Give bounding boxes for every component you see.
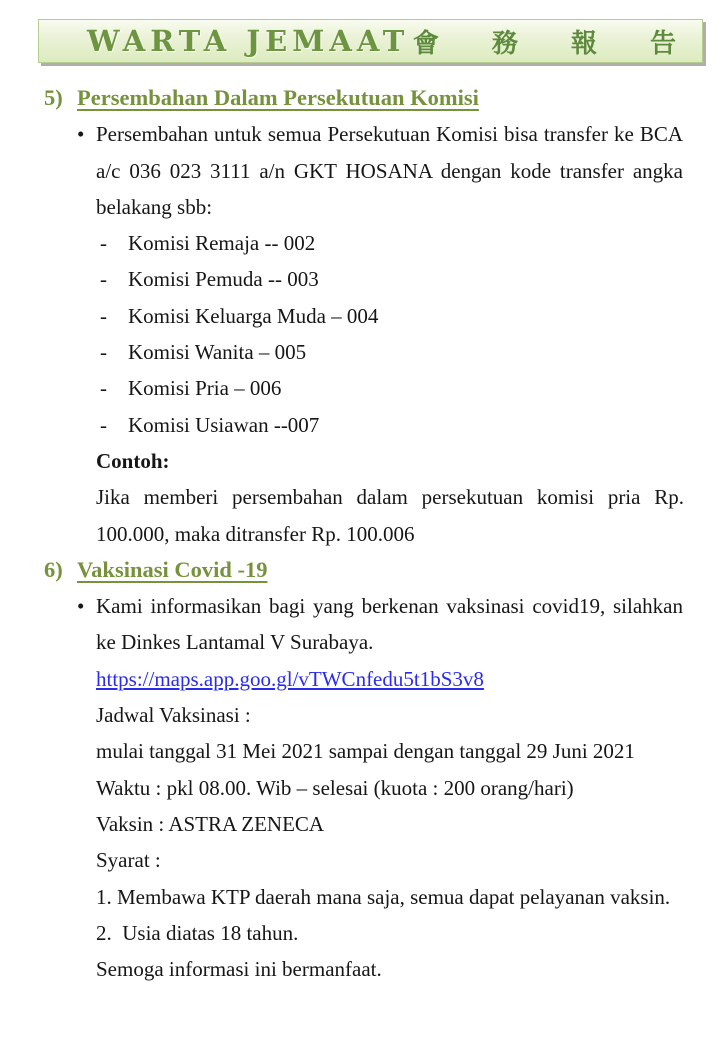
info-line-waktu: Waktu : pkl 08.00. Wib – selesai (kuota : 200 orang/hari) — [96, 775, 574, 800]
list-item-text: Komisi Remaja -- 002 — [128, 231, 316, 256]
maps-link-line — [96, 661, 683, 697]
dash-icon: - — [100, 231, 107, 256]
banner-cjk-title: 會 務 報 告 — [412, 28, 698, 59]
banner-title: WARTA JEMAAT — [87, 24, 410, 58]
dash-icon: - — [100, 340, 107, 365]
list-item — [100, 334, 683, 370]
info-line-tanggal: mulai tanggal 31 Mei 2021 sampai dengan tanggal 29 Juni 2021 — [96, 739, 635, 764]
dash-icon: - — [100, 303, 107, 328]
contoh-label: Contoh: — [96, 448, 170, 473]
dash-icon: - — [100, 376, 107, 401]
list-item — [100, 261, 683, 297]
bulletin-page — [0, 19, 722, 1043]
section6-number: 6) — [44, 556, 63, 582]
section5-heading — [44, 80, 683, 116]
info-line-syarat-2: 2. Usia diatas 18 tahun. — [96, 920, 299, 945]
info-line-syarat-1: 1. Membawa KTP daerah mana saja, semua dapat pelayanan vaksin. — [96, 884, 671, 909]
section6-intro-row — [77, 588, 683, 661]
dash-icon: - — [100, 267, 107, 292]
info-line-vaksin: Vaksin : ASTRA ZENECA — [96, 811, 325, 836]
section5-number: 5) — [44, 85, 63, 110]
list-item-text: Komisi Usiawan --007 — [128, 412, 320, 437]
dash-icon: - — [100, 412, 107, 437]
list-item-text: Komisi Keluarga Muda – 004 — [128, 303, 379, 328]
section6-heading — [44, 552, 683, 588]
section6-intro-paragraph: Kami informasikan bagi yang berkenan vaksinasi covid19, silahkan ke Dinkes Lantamal V Surabaya. — [96, 594, 683, 655]
info-line-closing: Semoga informasi ini bermanfaat. — [96, 957, 382, 982]
list-item-text: Komisi Pemuda -- 003 — [128, 267, 319, 292]
list-item — [100, 225, 683, 261]
contoh-paragraph: Jika memberi persembahan dalam persekutuan komisi pria Rp. 100.000, maka ditransfer Rp. 100.006 — [96, 485, 684, 546]
header-banner — [38, 19, 703, 63]
list-item — [100, 370, 683, 406]
section6-title: Vaksinasi Covid -19 — [77, 556, 268, 582]
info-line-jadwal: Jadwal Vaksinasi : — [96, 703, 251, 728]
bullet-icon: • — [77, 594, 85, 619]
list-item — [100, 298, 683, 334]
list-item-text: Komisi Pria – 006 — [128, 376, 282, 401]
section5-intro-row — [77, 116, 683, 225]
section5-intro-paragraph: Persembahan untuk semua Persekutuan Komisi bisa transfer ke BCA a/c 036 023 3111 a/n GKT HOSANA dengan kode transfer angka belakang sbb: — [96, 122, 683, 219]
bullet-icon: • — [77, 122, 85, 147]
document-body — [0, 63, 722, 987]
info-line-syarat: Syarat : — [96, 848, 161, 873]
list-item-text: Komisi Wanita – 005 — [128, 340, 307, 365]
section5-title: Persembahan Dalam Persekutuan Komisi — [77, 85, 479, 110]
maps-link[interactable]: https://maps.app.goo.gl/vTWCnfedu5t1bS3v8 — [96, 666, 484, 691]
list-item — [100, 407, 683, 443]
